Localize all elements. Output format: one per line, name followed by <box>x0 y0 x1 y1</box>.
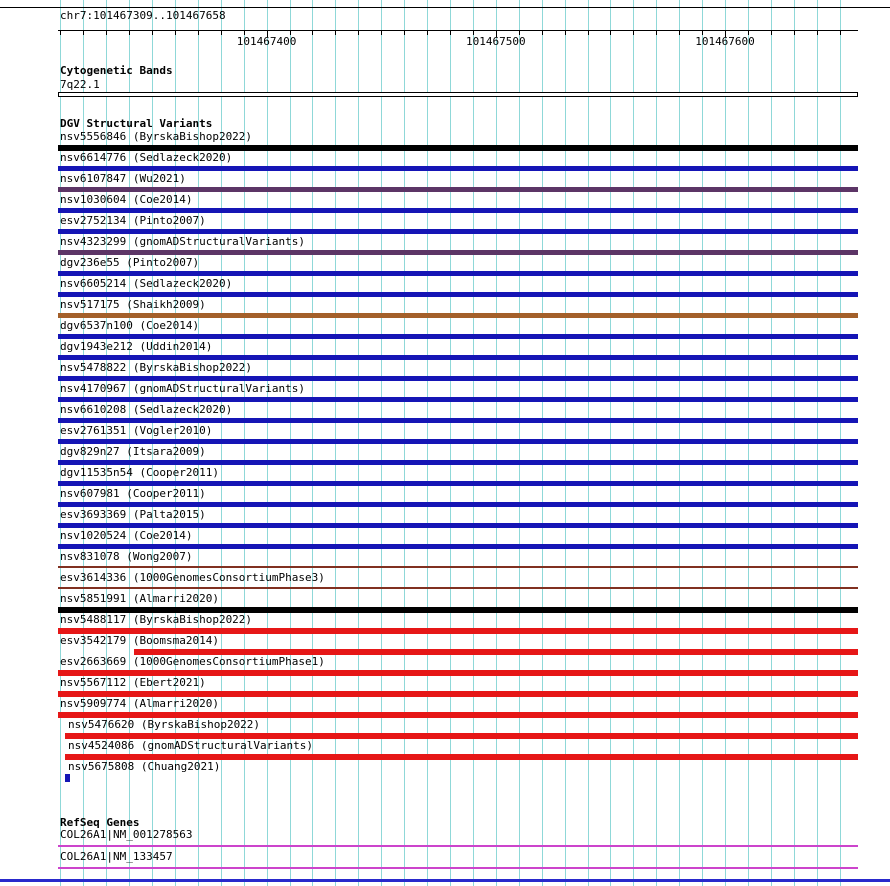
variant-bar[interactable] <box>58 418 858 423</box>
variant-bar[interactable] <box>58 397 858 402</box>
variant-label[interactable]: dgv6537n100 (Coe2014) <box>60 319 200 332</box>
cytoband-section-header: Cytogenetic Bands <box>60 64 173 77</box>
ruler-tick-label: 101467500 <box>465 35 526 48</box>
ruler-tick <box>840 31 841 35</box>
ruler-tick <box>129 31 130 35</box>
variant-label[interactable]: nsv5488117 (ByrskaBishop2022) <box>60 613 253 626</box>
cytoband-box[interactable] <box>58 92 858 97</box>
variant-bar[interactable] <box>58 250 858 255</box>
ruler-line <box>58 30 858 31</box>
ruler-tick <box>60 31 61 35</box>
variant-bar[interactable] <box>58 439 858 444</box>
variant-bar[interactable] <box>58 523 858 528</box>
variant-label[interactable]: nsv1030604 (Coe2014) <box>60 193 193 206</box>
variant-bar[interactable] <box>58 334 858 339</box>
ruler-tick <box>656 31 657 35</box>
variant-bar[interactable] <box>58 460 858 465</box>
variant-label[interactable]: esv2663669 (1000GenomesConsortiumPhase1) <box>60 655 325 668</box>
variant-label[interactable]: dgv1943e212 (Uddin2014) <box>60 340 213 353</box>
variant-label[interactable]: dgv11535n54 (Cooper2011) <box>60 466 219 479</box>
variant-label[interactable]: nsv5675808 (Chuang2021) <box>68 760 221 773</box>
variant-bar[interactable] <box>58 271 858 276</box>
variant-bar[interactable] <box>58 566 858 568</box>
ruler-tick-label: 101467600 <box>695 35 755 48</box>
variant-bar[interactable] <box>58 187 858 192</box>
ruler-tick <box>588 31 589 35</box>
variant-bar[interactable] <box>58 544 858 549</box>
top-border-line <box>0 7 890 8</box>
variant-label[interactable]: esv3542179 (Boomsma2014) <box>60 634 219 647</box>
variant-label[interactable]: nsv4524086 (gnomADStructuralVariants) <box>68 739 314 752</box>
variant-label[interactable]: nsv5567112 (Ebert2021) <box>60 676 206 689</box>
gene-label[interactable]: COL26A1|NM_001278563 <box>60 828 193 841</box>
variant-label[interactable]: nsv517175 (Shaikh2009) <box>60 298 206 311</box>
ruler-tick <box>335 31 336 35</box>
bottom-scale-bar <box>0 879 890 882</box>
variant-label[interactable]: nsv6605214 (Sedlazeck2020) <box>60 277 233 290</box>
ruler-tick <box>312 31 313 35</box>
ruler-tick <box>221 31 222 35</box>
ruler-tick <box>679 31 680 35</box>
variant-bar[interactable] <box>58 481 858 486</box>
variant-bar[interactable] <box>58 208 858 213</box>
ruler-tick <box>358 31 359 35</box>
variant-bar[interactable] <box>58 587 858 589</box>
variant-label[interactable]: esv2752134 (Pinto2007) <box>60 214 206 227</box>
variant-bar[interactable] <box>58 229 858 234</box>
gene-line[interactable] <box>58 845 858 847</box>
gene-line[interactable] <box>58 867 858 869</box>
variant-bar[interactable] <box>58 313 858 318</box>
ruler-tick <box>106 31 107 35</box>
variant-bar[interactable] <box>58 166 858 171</box>
variant-label[interactable]: esv3614336 (1000GenomesConsortiumPhase3) <box>60 571 325 584</box>
dgv-section-header: DGV Structural Variants <box>60 117 213 130</box>
variant-bar[interactable] <box>58 355 858 360</box>
variant-bar[interactable] <box>58 502 858 507</box>
variant-label[interactable]: nsv1020524 (Coe2014) <box>60 529 193 542</box>
variant-label[interactable]: dgv236e55 (Pinto2007) <box>60 256 200 269</box>
ruler-tick <box>83 31 84 35</box>
variant-label[interactable]: nsv5478822 (ByrskaBishop2022) <box>60 361 253 374</box>
cytoband-name[interactable]: 7q22.1 <box>60 78 100 91</box>
variant-label[interactable]: nsv4323299 (gnomADStructuralVariants) <box>60 235 306 248</box>
ruler-tick <box>152 31 153 35</box>
ruler-tick <box>565 31 566 35</box>
variant-label[interactable]: nsv831078 (Wong2007) <box>60 550 193 563</box>
ruler-tick <box>771 31 772 35</box>
region-title: chr7:101467309..101467658 <box>60 9 226 22</box>
variant-label[interactable]: nsv607981 (Cooper2011) <box>60 487 206 500</box>
ruler-tick <box>381 31 382 35</box>
ruler-tick <box>404 31 405 35</box>
variant-bar[interactable] <box>58 376 858 381</box>
gene-label[interactable]: COL26A1|NM_133457 <box>60 850 173 863</box>
ruler-tick-label: 101467400 <box>236 35 297 48</box>
ruler-tick <box>175 31 176 35</box>
variant-label[interactable]: esv2761351 (Vogler2010) <box>60 424 213 437</box>
variant-label[interactable]: esv3693369 (Palta2015) <box>60 508 206 521</box>
ruler-tick <box>198 31 199 35</box>
variant-label[interactable]: nsv4170967 (gnomADStructuralVariants) <box>60 382 306 395</box>
ruler-tick <box>817 31 818 35</box>
variant-label[interactable]: nsv6610208 (Sedlazeck2020) <box>60 403 233 416</box>
ruler-tick <box>427 31 428 35</box>
variant-label[interactable]: nsv5476620 (ByrskaBishop2022) <box>68 718 261 731</box>
variant-label[interactable]: nsv6107847 (Wu2021) <box>60 172 186 185</box>
variant-bar[interactable] <box>58 292 858 297</box>
variant-label[interactable]: nsv5851991 (Almarri2020) <box>60 592 219 605</box>
variant-label[interactable]: nsv6614776 (Sedlazeck2020) <box>60 151 233 164</box>
ruler-tick <box>633 31 634 35</box>
ruler-tick <box>794 31 795 35</box>
ruler-tick <box>450 31 451 35</box>
variant-point[interactable] <box>65 774 70 782</box>
refseq-section-header: RefSeq Genes <box>60 816 140 829</box>
ruler-tick <box>542 31 543 35</box>
variant-label[interactable]: nsv5556846 (ByrskaBishop2022) <box>60 130 253 143</box>
variant-label[interactable]: nsv5909774 (Almarri2020) <box>60 697 219 710</box>
variant-label[interactable]: dgv829n27 (Itsara2009) <box>60 445 206 458</box>
ruler-tick <box>610 31 611 35</box>
